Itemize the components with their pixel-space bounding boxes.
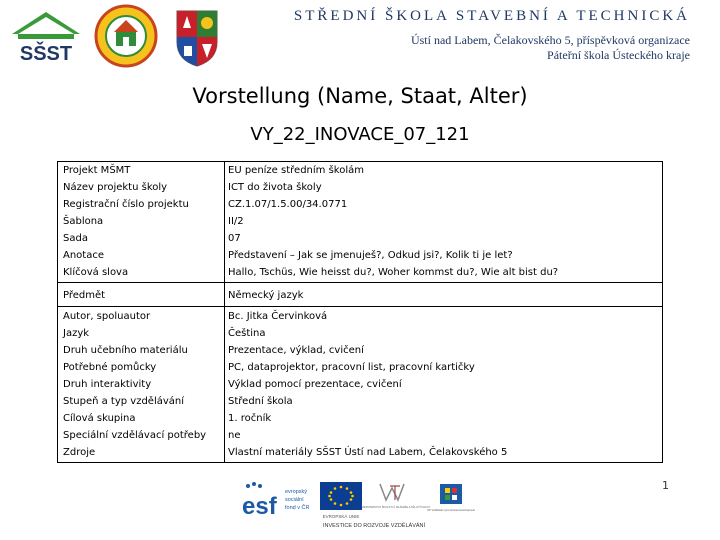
row-key: Zdroje [63,447,96,458]
school-logo-text: SŠST [19,43,73,65]
row-divider [58,306,662,307]
row-value: Představení – Jak se jmenuješ?, Odkud jsi?, Kolik ti je let? [228,250,513,261]
esf-subtitle-line: fond v ČR [285,505,310,511]
row-key: Registrační číslo projektu [63,199,189,210]
row-value: Střední škola [228,396,293,407]
row-value: ne [228,430,241,441]
row-value: ICT do života školy [228,182,322,193]
esf-logo-text: esf [242,493,277,520]
row-value: Hallo, Tschüs, Wie heisst du?, Woher kommst du?, Wie alt bist du? [228,267,559,278]
row-value: EU peníze středním školám [228,165,364,176]
row-value: 1. ročník [228,413,272,424]
msmt-caption: MINISTERSTVO ŠKOLSTVÍ, MLÁDEŽE A TĚLOVÝCHOVY [361,506,431,509]
op-vk-logo [427,484,475,512]
footer-slogan: INVESTICE DO ROZVOJE VZDĚLÁVÁNÍ [322,523,426,529]
row-value: II/2 [228,216,244,227]
op-vk-caption: OP Vzdělávání pro konkurenceschopnost [427,509,475,512]
row-key: Šablona [63,216,104,227]
metadata-table [57,161,663,463]
msmt-logo [362,484,431,509]
row-value: CZ.1.07/1.5.00/34.0771 [228,199,348,210]
row-divider [58,282,662,283]
row-key: Předmět [63,290,106,301]
row-key: Druh učebního materiálu [63,345,188,356]
school-name: STŘEDNÍ ŠKOLA STAVEBNÍ A TECHNICKÁ [293,8,690,24]
material-code: VY_22_INOVACE_07_121 [250,124,470,145]
row-key: Cílová skupina [63,413,136,424]
row-key: Jazyk [63,328,90,339]
esf-logo [242,482,309,520]
round-school-emblem [94,4,158,68]
row-key: Projekt MŠMT [63,165,131,176]
row-value: PC, dataprojektor, pracovní list, pracovní kartičky [228,362,475,373]
esf-subtitle-line: sociální [285,497,304,503]
page-number: 1 [662,479,669,492]
presentation-title: Vorstellung (Name, Staat, Alter) [192,84,528,108]
school-network: Páteřní škola Ústeckého kraje [547,48,690,62]
row-value: 07 [228,233,241,244]
row-value: Čeština [228,328,266,339]
esf-subtitle-line: evropský [285,489,308,495]
row-key: Anotace [63,250,104,261]
row-key: Autor, spoluautor [63,311,151,322]
row-key: Speciální vzdělávací potřeby [63,430,207,441]
row-key: Druh interaktivity [63,379,152,390]
eu-funding-logo-strip [240,480,508,530]
school-address: Ústí nad Labem, Čelakovského 5, příspěvková organizace [410,33,690,47]
row-key: Potřebné pomůcky [63,362,157,373]
row-key: Klíčová slova [63,267,129,278]
row-value: Prezentace, výklad, cvičení [228,345,364,356]
eu-flag-caption: EVROPSKÁ UNIE [322,514,360,519]
row-key: Sada [63,233,88,244]
eu-flag [320,482,362,519]
row-value: Vlastní materiály SŠST Ústí nad Labem, Čelakovského 5 [228,447,508,458]
row-value: Výklad pomocí prezentace, cvičení [228,379,402,390]
row-value: Německý jazyk [228,290,304,301]
row-key: Stupeň a typ vzdělávání [63,396,185,407]
school-logo [8,10,84,66]
column-divider [224,162,225,462]
row-key: Název projektu školy [63,182,168,193]
row-value: Bc. Jitka Červinková [228,311,328,322]
regional-coat-of-arms [174,8,220,68]
